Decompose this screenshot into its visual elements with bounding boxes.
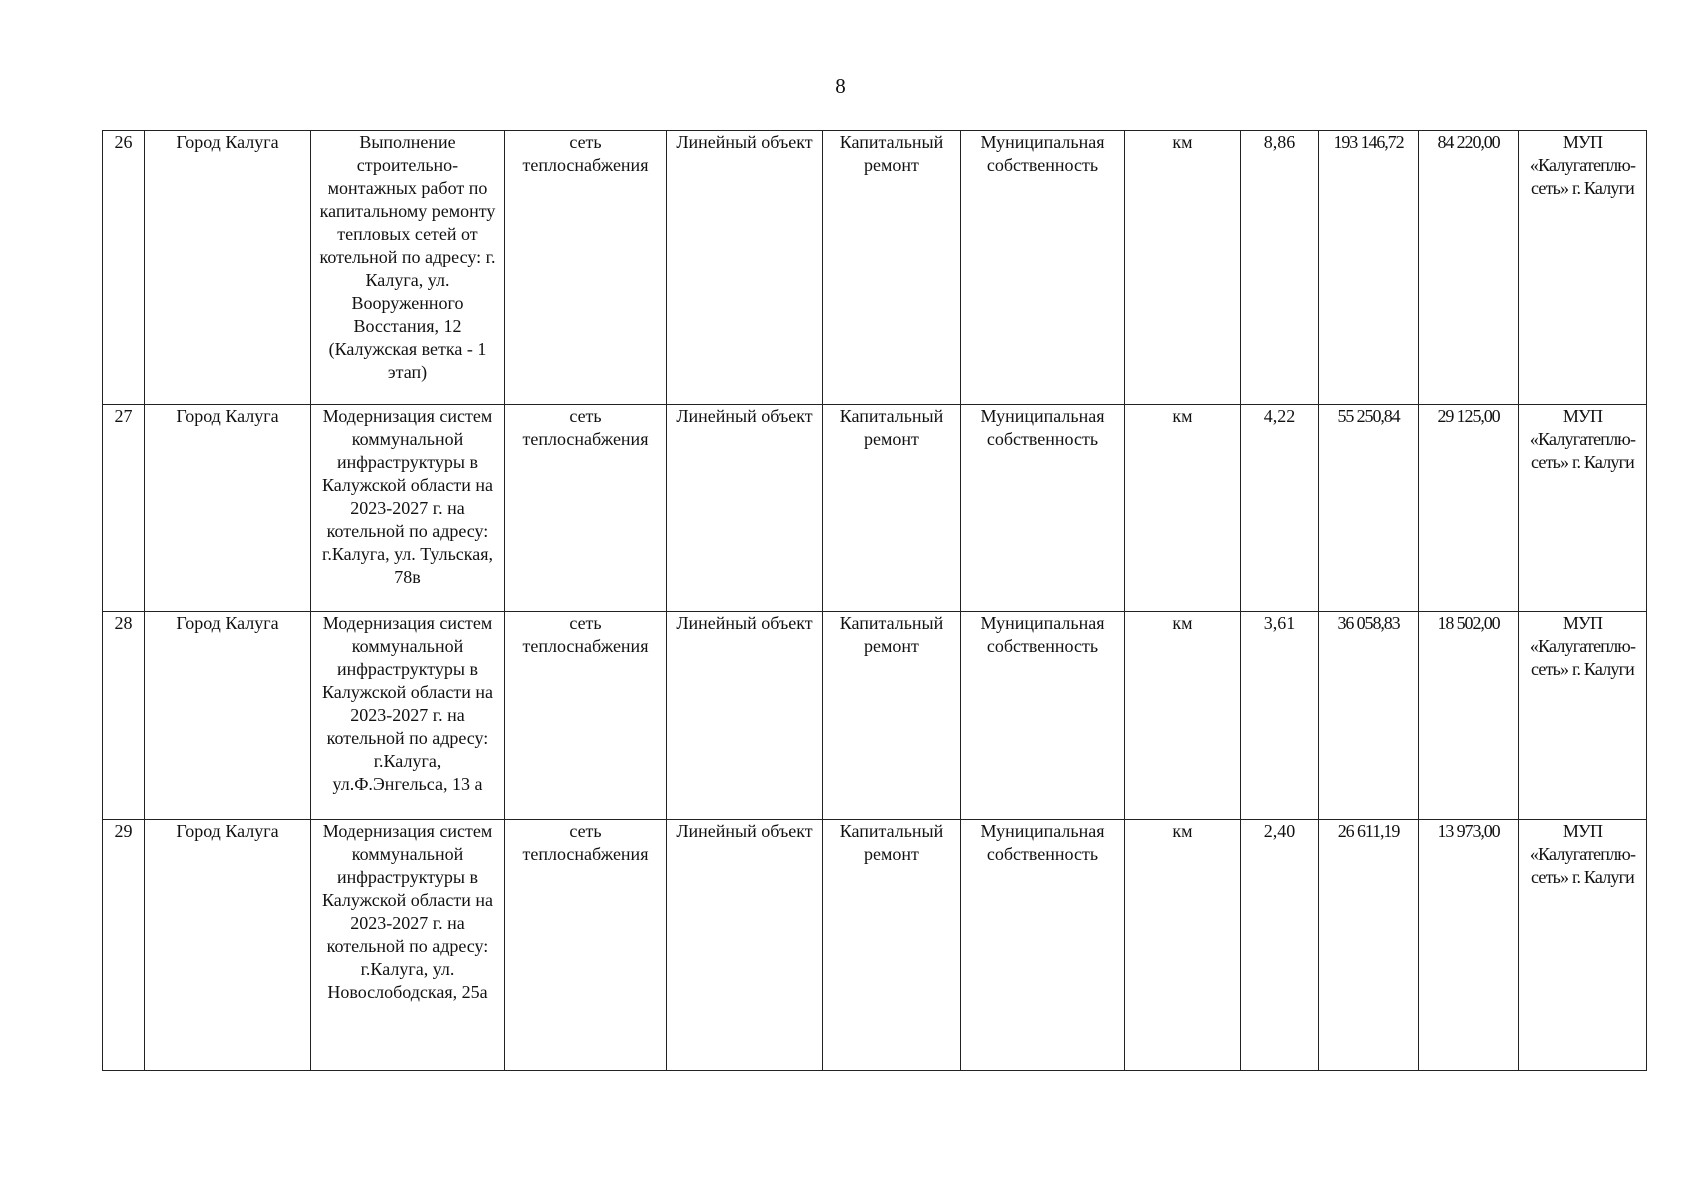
row-number-cell: 26 — [103, 131, 145, 405]
object-name-cell: Модернизация систем коммунальной инфраструктуры в Калужской области на 2023-2027 г. на котельной по адресу: г.Калуга, ул. Тульская, 78в — [311, 405, 505, 612]
row-number-cell: 28 — [103, 612, 145, 820]
operator-cell — [1519, 131, 1647, 405]
operator-line: «Калугатеплю- — [1529, 155, 1636, 175]
territory-cell: Город Калуга — [145, 131, 311, 405]
object-type-cell: Линейный объект — [667, 612, 823, 820]
ownership-cell: Муниципальная собственность — [961, 612, 1125, 820]
operator-line: «Калугатеплю- — [1529, 636, 1636, 656]
object-name-cell: Модернизация систем коммунальной инфраструктуры в Калужской области на 2023-2027 г. на котельной по адресу: г.Калуга, ул. Новослободская, 25а — [311, 820, 505, 1071]
total-cost-cell: 26 611,19 — [1319, 820, 1419, 1071]
partial-cost-cell: 18 502,00 — [1419, 612, 1519, 820]
operator-line: «Калугатеплю- — [1529, 429, 1636, 449]
partial-cost-cell: 84 220,00 — [1419, 131, 1519, 405]
row-number-cell: 29 — [103, 820, 145, 1071]
object-name-cell: Выполнение строительно-монтажных работ по капитальному ремонту тепловых сетей от котельной по адресу: г. Калуга, ул. Вооруженного Восстания, 12 (Калужская ветка - 1 этап) — [311, 131, 505, 405]
operator-line: «Калугатеплю- — [1529, 844, 1636, 864]
page-number: 8 — [835, 74, 846, 98]
object-type-cell: Линейный объект — [667, 820, 823, 1071]
ownership-cell: Муниципальная собственность — [961, 405, 1125, 612]
total-cost-cell: 36 058,83 — [1319, 612, 1419, 820]
network-type-cell: сеть теплоснабжения — [505, 612, 667, 820]
network-type-cell: сеть теплоснабжения — [505, 405, 667, 612]
operator-line: сеть» г. Калуги — [1530, 178, 1635, 198]
unit-cell: км — [1125, 405, 1241, 612]
unit-cell: км — [1125, 612, 1241, 820]
operator-line: МУП — [1562, 613, 1603, 633]
unit-cell: км — [1125, 131, 1241, 405]
length-cell: 8,86 — [1241, 131, 1319, 405]
partial-cost-cell: 13 973,00 — [1419, 820, 1519, 1071]
partial-cost-cell: 29 125,00 — [1419, 405, 1519, 612]
work-type-cell: Капитальный ремонт — [823, 820, 961, 1071]
operator-cell — [1519, 612, 1647, 820]
ownership-cell: Муниципальная собственность — [961, 131, 1125, 405]
territory-cell: Город Калуга — [145, 820, 311, 1071]
operator-line: сеть» г. Калуги — [1530, 452, 1635, 472]
total-cost-cell: 193 146,72 — [1319, 131, 1419, 405]
network-type-cell: сеть теплоснабжения — [505, 131, 667, 405]
territory-cell: Город Калуга — [145, 612, 311, 820]
operator-line: МУП — [1562, 821, 1603, 841]
work-type-cell: Капитальный ремонт — [823, 612, 961, 820]
unit-cell: км — [1125, 820, 1241, 1071]
object-name-cell: Модернизация систем коммунальной инфраструктуры в Калужской области на 2023-2027 г. на котельной по адресу: г.Калуга, ул.Ф.Энгельса, 13 а — [311, 612, 505, 820]
length-cell: 2,40 — [1241, 820, 1319, 1071]
territory-cell: Город Калуга — [145, 405, 311, 612]
operator-line: сеть» г. Калуги — [1530, 659, 1635, 679]
table-row — [103, 612, 1647, 820]
length-cell: 3,61 — [1241, 612, 1319, 820]
table-row — [103, 405, 1647, 612]
network-type-cell: сеть теплоснабжения — [505, 820, 667, 1071]
operator-line: сеть» г. Калуги — [1530, 867, 1635, 887]
ownership-cell: Муниципальная собственность — [961, 820, 1125, 1071]
table-row — [103, 820, 1647, 1071]
object-registry-table — [102, 130, 1647, 1071]
operator-cell — [1519, 405, 1647, 612]
work-type-cell: Капитальный ремонт — [823, 131, 961, 405]
work-type-cell: Капитальный ремонт — [823, 405, 961, 612]
operator-cell — [1519, 820, 1647, 1071]
table-row — [103, 131, 1647, 405]
operator-line: МУП — [1562, 406, 1603, 426]
object-type-cell: Линейный объект — [667, 405, 823, 612]
row-number-cell: 27 — [103, 405, 145, 612]
total-cost-cell: 55 250,84 — [1319, 405, 1419, 612]
object-type-cell: Линейный объект — [667, 131, 823, 405]
length-cell: 4,22 — [1241, 405, 1319, 612]
operator-line: МУП — [1562, 132, 1603, 152]
